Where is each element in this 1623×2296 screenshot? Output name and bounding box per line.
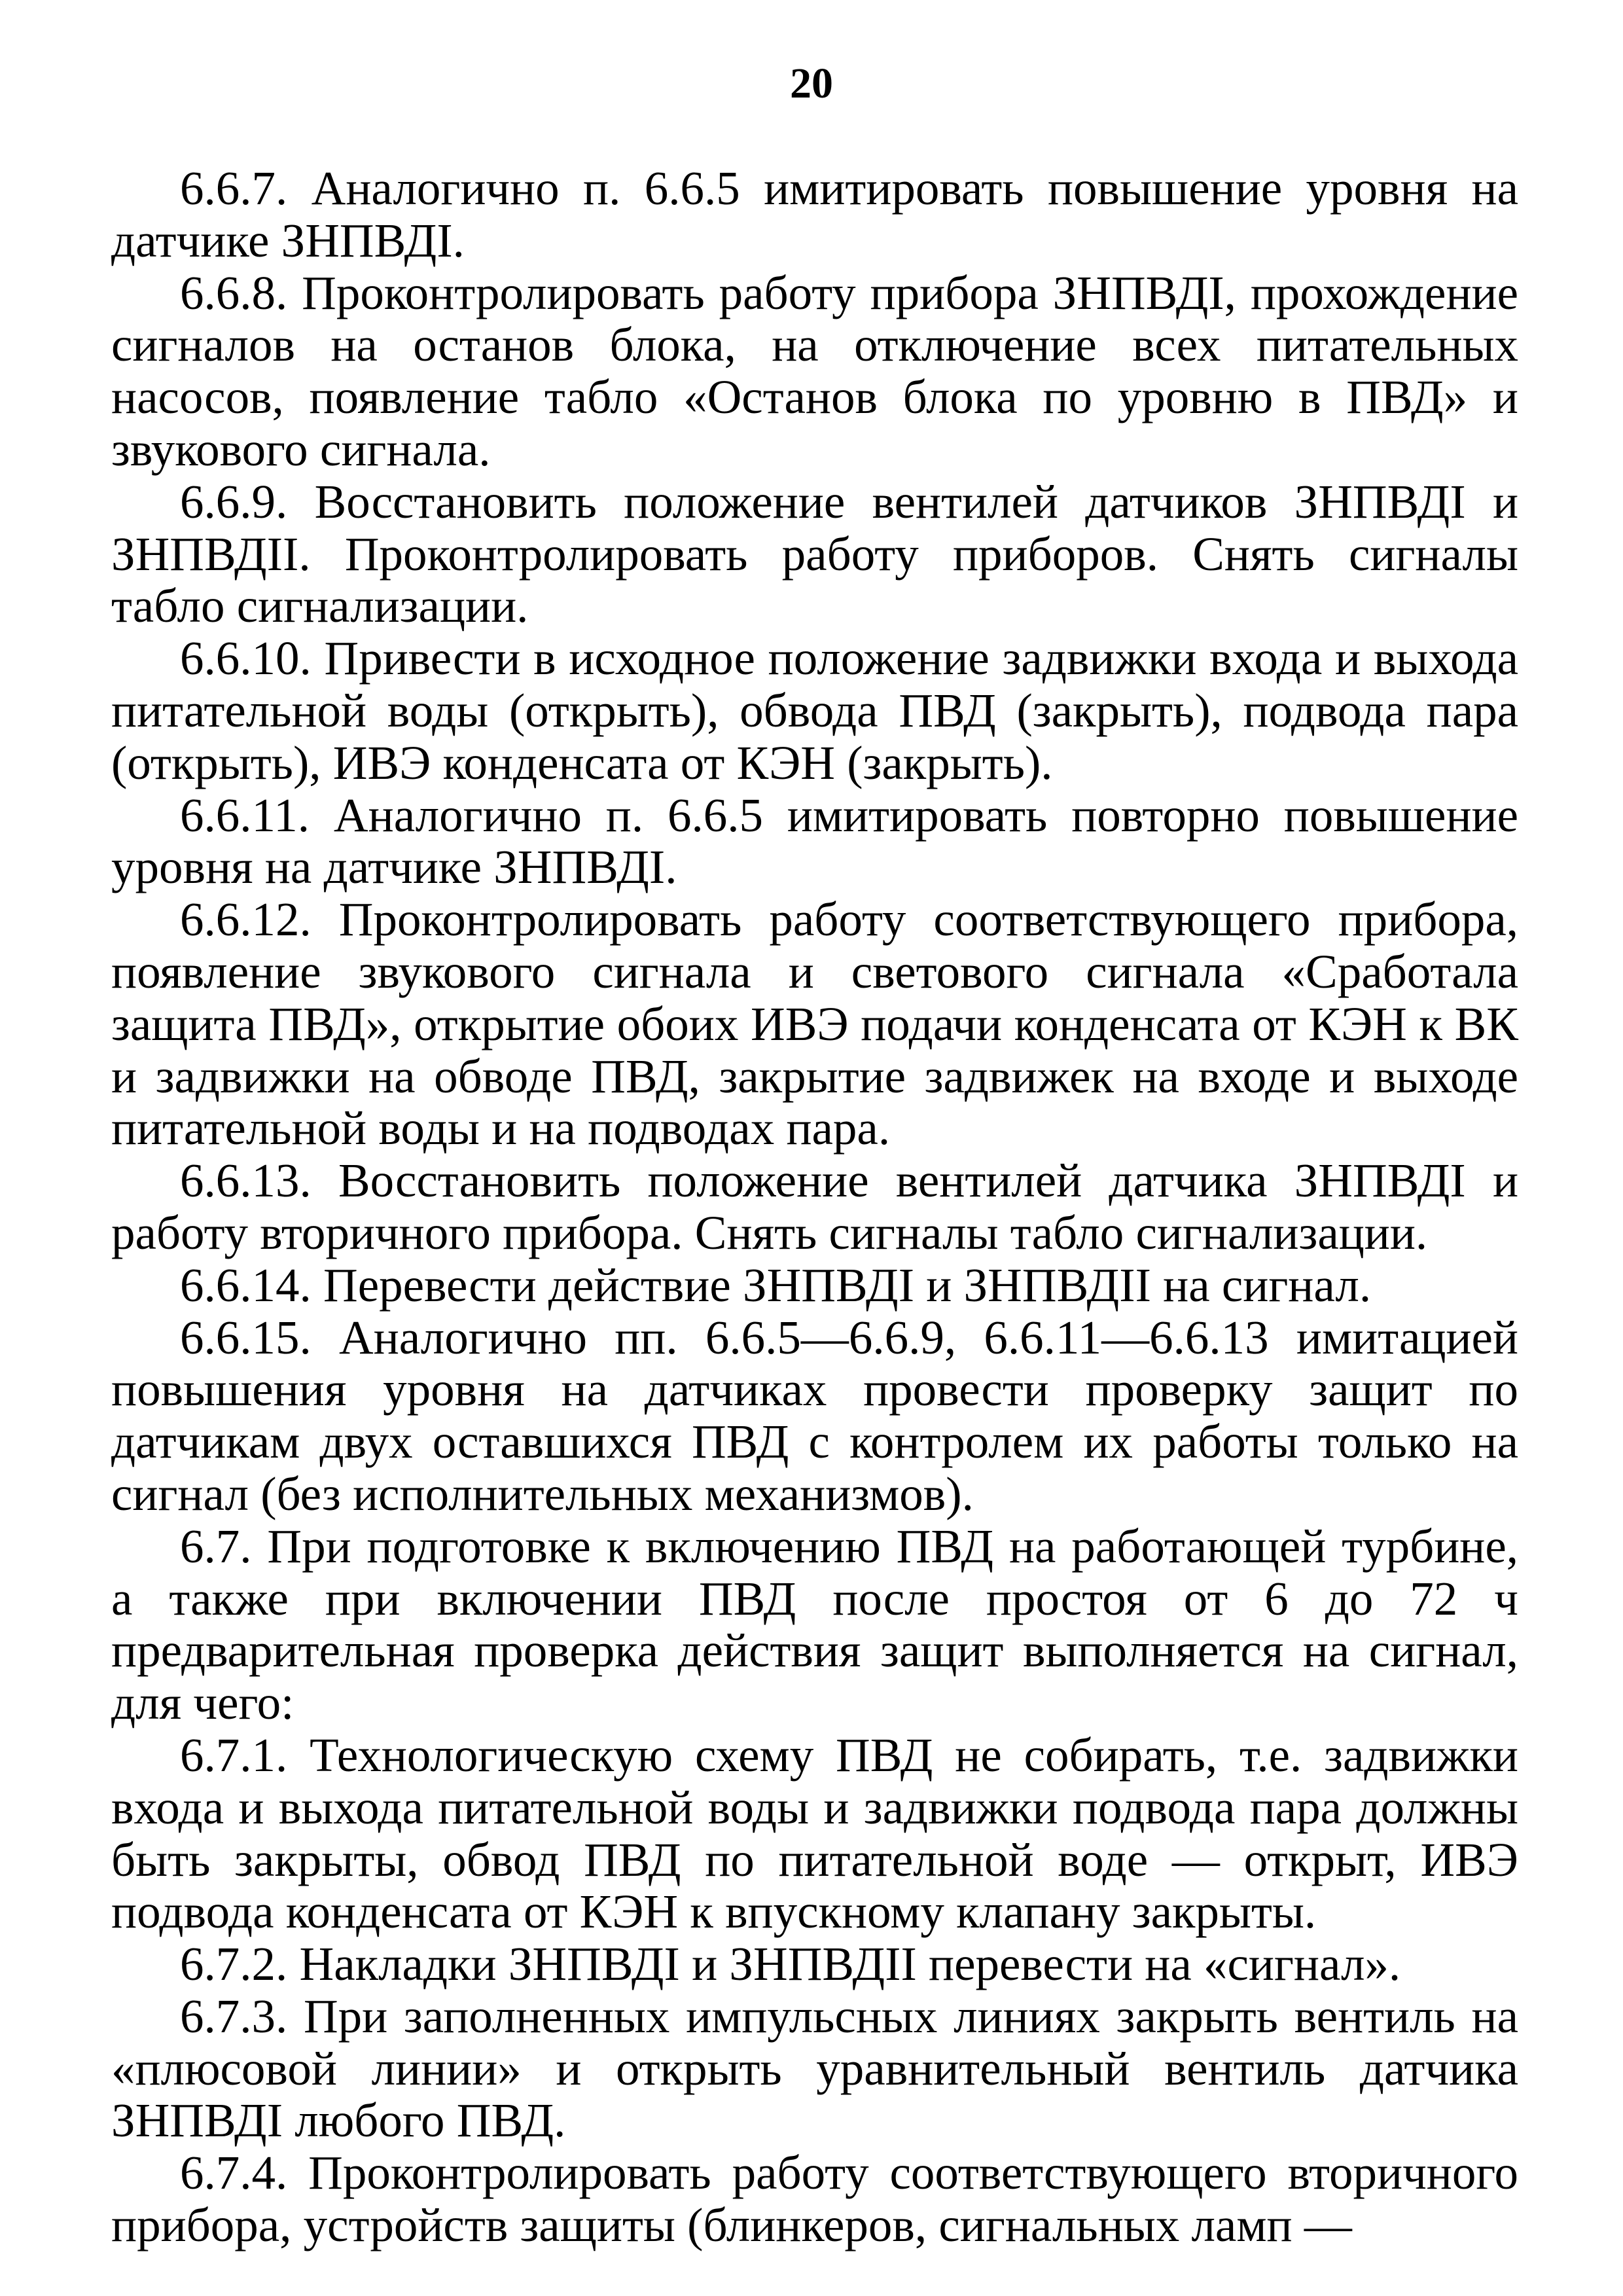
paragraph-number: 6.7. <box>180 1519 252 1573</box>
paragraph-text: Накладки ЗНПВДI и ЗНПВДII перевести на «сигнал». <box>299 1937 1401 1991</box>
paragraph-number: 6.6.14. <box>180 1258 312 1312</box>
paragraph-6-6-10 <box>111 632 1518 789</box>
paragraph-text: Перевести действие ЗНПВДI и ЗНПВДII на сигнал. <box>323 1258 1372 1312</box>
paragraph-6-7 <box>111 1520 1518 1729</box>
paragraph-number: 6.6.9. <box>180 475 288 528</box>
page-number: 20 <box>790 60 833 107</box>
paragraph-6-6-12 <box>111 893 1518 1155</box>
paragraph-text: При подготовке к включению ПВД на работающей турбине, а также при включении ПВД после простоя от 6 до 72 ч предварительная проверка действия защит выполняется на сигнал, для чего: <box>111 1519 1518 1730</box>
paragraph-6-6-8 <box>111 267 1518 476</box>
paragraph-6-7-2 <box>111 1938 1518 1990</box>
paragraph-6-6-11 <box>111 789 1518 894</box>
paragraph-number: 6.6.12. <box>180 893 312 946</box>
paragraph-number: 6.7.2. <box>180 1937 288 1991</box>
paragraph-text: Технологическую схему ПВД не собирать, т.е. задвижки входа и выхода питательной воды и задвижки подвода пара должны быть закрыты, обвод ПВД по питательной воде — открыт, ИВЭ подвода конденсата от КЭН к впускному клапану закрыты. <box>111 1728 1518 1939</box>
paragraph-text: Проконтролировать работу прибора ЗНПВДI, прохождение сигналов на останов блока, на отключение всех питательных насосов, появление табло «Останов блока по уровню в ПВД» и звукового сигнала. <box>111 266 1518 476</box>
paragraph-text: Привести в исходное положение задвижки входа и выхода питательной воды (открыть), обвода ПВД (закрыть), подвода пара (открыть), ИВЭ конденсата от КЭН (закрыть). <box>111 632 1518 789</box>
paragraph-6-6-14 <box>111 1259 1518 1312</box>
paragraph-text: Аналогично пп. 6.6.5—6.6.9, 6.6.11—6.6.13 имитацией повышения уровня на датчиках провести проверку защит по датчикам двух оставшихся ПВД с контролем их работы только на сигнал (без исполнительных механизмов). <box>111 1310 1518 1520</box>
paragraph-text: При заполненных импульсных линиях закрыть вентиль на «плюсовой линии» и открыть уравнительный вентиль датчика ЗНПВДI любого ПВД. <box>111 1989 1518 2147</box>
paragraph-number: 6.6.7. <box>180 162 288 215</box>
paragraph-number: 6.7.4. <box>180 2146 288 2200</box>
paragraph-6-7-3 <box>111 1990 1518 2147</box>
paragraph-6-6-7 <box>111 162 1518 267</box>
paragraph-6-6-9 <box>111 476 1518 632</box>
paragraph-number: 6.7.1. <box>180 1728 288 1782</box>
paragraph-number: 6.6.11. <box>180 788 310 842</box>
paragraph-text: Проконтролировать работу соответствующего вторичного прибора, устройств защиты (блинкеров, сигнальных ламп — <box>111 2146 1518 2252</box>
paragraph-text: Восстановить положение вентилей датчика ЗНПВДI и работу вторичного прибора. Снять сигналы табло сигнализации. <box>111 1154 1519 1259</box>
paragraph-number: 6.6.10. <box>180 632 312 685</box>
paragraph-number: 6.6.15. <box>180 1310 312 1364</box>
paragraph-number: 6.6.13. <box>180 1154 312 1208</box>
paragraph-text: Аналогично п. 6.6.5 имитировать повышение уровня на датчике ЗНПВДI. <box>111 162 1518 267</box>
paragraph-6-6-13 <box>111 1155 1518 1259</box>
document-body <box>111 162 1518 2251</box>
paragraph-6-7-1 <box>111 1729 1518 1938</box>
paragraph-text: Аналогично п. 6.6.5 имитировать повторно повышение уровня на датчике ЗНПВДI. <box>111 788 1518 894</box>
paragraph-number: 6.7.3. <box>180 1989 288 2043</box>
paragraph-text: Проконтролировать работу соответствующего прибора, появление звукового сигнала и светового сигнала «Сработала защита ПВД», открытие обоих ИВЭ подачи конденсата от КЭН к ВК и задвижки на обводе ПВД, закрытие задвижек на входе и выходе питательной воды и на подводах пара. <box>111 893 1518 1155</box>
paragraph-6-7-4 <box>111 2147 1518 2251</box>
paragraph-6-6-15 <box>111 1312 1518 1520</box>
paragraph-number: 6.6.8. <box>180 266 288 319</box>
paragraph-text: Восстановить положение вентилей датчиков ЗНПВДI и ЗНПВДII. Проконтролировать работу приборов. Снять сигналы табло сигнализации. <box>111 475 1519 633</box>
